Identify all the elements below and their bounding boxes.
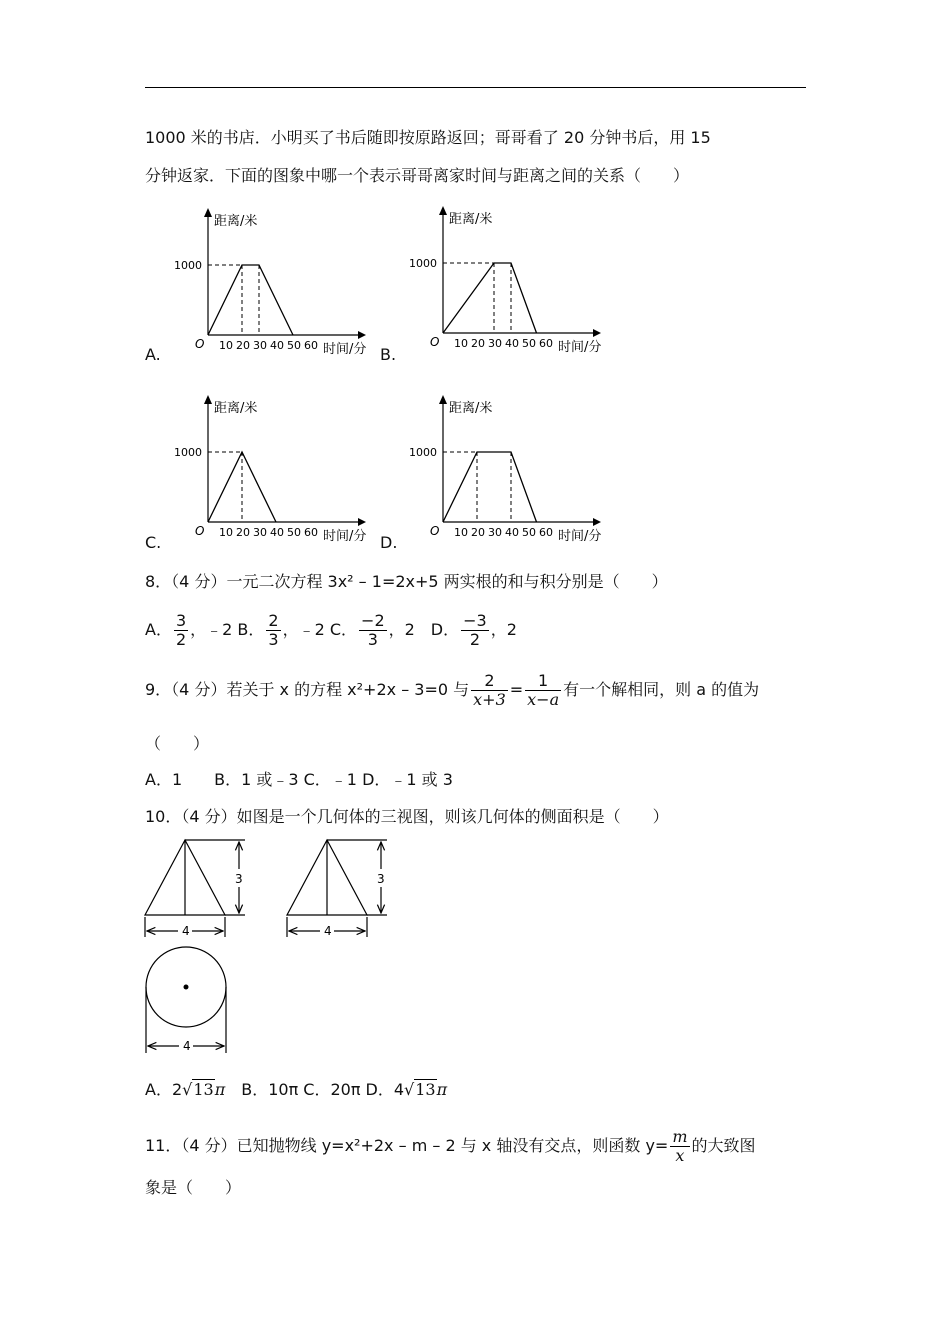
q8-option-c-fraction: $\frac{-2}{3}$ bbox=[361, 611, 385, 649]
y-tick-label: 1000 bbox=[174, 259, 202, 272]
x-tick-label: 50 bbox=[522, 337, 536, 350]
origin-label: O bbox=[430, 335, 440, 349]
x-tick-label: 30 bbox=[488, 526, 502, 539]
distance-time-line bbox=[443, 452, 537, 522]
side-view-width-label: 4 bbox=[324, 924, 332, 938]
intro-line-2: 分钟返家．下面的图象中哪一个表示哥哥离家时间与距离之间的关系（ ） bbox=[145, 166, 690, 185]
origin-label: O bbox=[195, 524, 205, 538]
y-axis-arrow bbox=[439, 395, 447, 404]
x-axis-label: 时间/分 bbox=[323, 529, 367, 544]
x-tick-label: 20 bbox=[471, 526, 485, 539]
y-axis-label: 距离/米 bbox=[214, 214, 258, 229]
q9-paren: （ ） bbox=[145, 734, 210, 753]
x-axis-label: 时间/分 bbox=[323, 342, 367, 357]
intro-line-1: 1000 米的书店．小明买了书后随即按原路返回；哥哥看了 20 分钟书后，用 15 bbox=[145, 128, 711, 147]
front-view-width-label: 4 bbox=[182, 924, 190, 938]
x-tick-label: 60 bbox=[304, 526, 318, 539]
y-axis-label: 距离/米 bbox=[449, 212, 493, 227]
x-tick-label: 20 bbox=[236, 339, 250, 352]
x-axis-label: 时间/分 bbox=[558, 340, 602, 355]
x-tick-label: 30 bbox=[253, 526, 267, 539]
q8-stem: 8．（4 分）一元二次方程 3x² – 1=2x+5 两实根的和与积分别是（ ） bbox=[145, 572, 668, 591]
origin-label: O bbox=[195, 337, 205, 351]
side-view-height-label: 3 bbox=[377, 872, 385, 886]
y-axis-arrow bbox=[204, 208, 212, 217]
x-tick-label: 60 bbox=[539, 337, 553, 350]
x-axis-label: 时间/分 bbox=[558, 529, 602, 544]
x-tick-label: 40 bbox=[505, 337, 519, 350]
x-tick-label: 50 bbox=[287, 339, 301, 352]
q8-option-a-fraction: $\frac{3}{2}$ bbox=[175, 611, 187, 649]
y-tick-label: 1000 bbox=[174, 446, 202, 459]
x-tick-label: 30 bbox=[253, 339, 267, 352]
top-view-center-dot bbox=[184, 985, 189, 990]
x-tick-label: 20 bbox=[471, 337, 485, 350]
x-tick-label: 40 bbox=[505, 526, 519, 539]
x-tick-label: 10 bbox=[219, 526, 233, 539]
q9-fraction-1: $\frac{2}{x+3}$ bbox=[473, 671, 506, 709]
y-axis-label: 距离/米 bbox=[214, 401, 258, 416]
q10-three-views bbox=[140, 835, 410, 1065]
header-rule bbox=[145, 87, 806, 88]
origin-label: O bbox=[430, 524, 440, 538]
distance-time-line bbox=[208, 265, 293, 335]
x-tick-label: 50 bbox=[522, 526, 536, 539]
q7-option-b-label[interactable]: B. bbox=[380, 345, 397, 364]
x-axis-arrow bbox=[593, 329, 601, 337]
q9-options: A．1 B．1 或﹣3 C．﹣1 D．﹣1 或 3 bbox=[145, 770, 453, 789]
q11-stem: 11．（4 分）已知抛物线 y=x²+2x – m – 2 与 x 轴没有交点，则函数 y= $\frac{m}{x}$ 的大致图 bbox=[145, 1127, 756, 1165]
y-axis-arrow bbox=[439, 206, 447, 215]
x-tick-label: 60 bbox=[304, 339, 318, 352]
q7-graph-d bbox=[403, 392, 613, 552]
distance-time-line bbox=[443, 263, 537, 333]
top-view-width-label: 4 bbox=[183, 1039, 191, 1053]
front-view-triangle bbox=[145, 840, 245, 937]
y-axis-label: 距离/米 bbox=[449, 401, 493, 416]
q10-options: A．2√13π B．10π C．20π D．4√13π bbox=[145, 1080, 448, 1099]
x-tick-label: 10 bbox=[219, 339, 233, 352]
x-tick-label: 10 bbox=[454, 526, 468, 539]
x-axis-arrow bbox=[593, 518, 601, 526]
y-tick-label: 1000 bbox=[409, 446, 437, 459]
q10-option-a-label[interactable]: A． bbox=[145, 1080, 172, 1099]
q11-fraction: $\frac{m}{x}$ bbox=[672, 1127, 688, 1165]
q7-option-c-label[interactable]: C. bbox=[145, 533, 162, 552]
x-tick-label: 20 bbox=[236, 526, 250, 539]
q9-stem: 9．（4 分）若关于 x 的方程 x²+2x – 3=0 与 $\frac{2}{x+3}$ = $\frac{1}{x-a}$ 有一个解相同，则 a 的值为 bbox=[145, 671, 760, 709]
x-tick-label: 60 bbox=[539, 526, 553, 539]
q8-option-b-fraction: $\frac{2}{3}$ bbox=[268, 611, 279, 649]
x-tick-label: 50 bbox=[287, 526, 301, 539]
x-tick-label: 10 bbox=[454, 337, 468, 350]
q7-graph-a bbox=[168, 205, 378, 365]
x-tick-label: 40 bbox=[270, 339, 284, 352]
q9-fraction-2: $\frac{1}{x-a}$ bbox=[527, 671, 560, 709]
side-view-triangle bbox=[287, 840, 387, 937]
q11-line-2: 象是（ ） bbox=[145, 1178, 242, 1197]
x-axis-arrow bbox=[358, 331, 366, 339]
q7-option-d-label[interactable]: D. bbox=[380, 533, 398, 552]
q10-stem: 10．（4 分）如图是一个几何体的三视图，则该几何体的侧面积是（ ） bbox=[145, 807, 669, 826]
front-view-height-label: 3 bbox=[235, 872, 243, 886]
q7-graph-c bbox=[168, 392, 378, 552]
q8-option-d-fraction: $\frac{-3}{2}$ bbox=[463, 611, 487, 649]
y-axis-arrow bbox=[204, 395, 212, 404]
x-tick-label: 40 bbox=[270, 526, 284, 539]
q8-option-a-label[interactable]: A． bbox=[145, 620, 172, 639]
q7-option-a-label[interactable]: A. bbox=[145, 345, 161, 364]
q8-options: A． $\frac{3}{2}$ ，﹣2 B． $\frac{2}{3}$ ，﹣2 C． $\frac{-2}{3}$ ，2 D． $\frac{-3}{2}$ ，2 bbox=[145, 611, 517, 649]
y-tick-label: 1000 bbox=[409, 257, 437, 270]
x-tick-label: 30 bbox=[488, 337, 502, 350]
x-axis-arrow bbox=[358, 518, 366, 526]
q7-graph-b bbox=[403, 203, 613, 363]
